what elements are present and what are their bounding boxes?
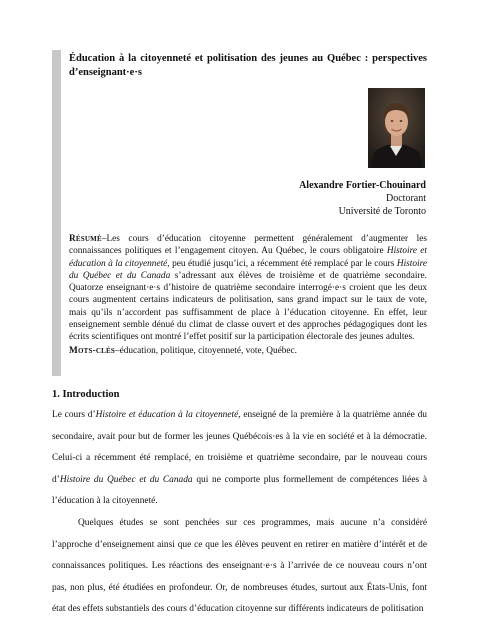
abstract-text-2: , peu étudié jusqu’ici, a récemment été remplacé par le cours [167,258,397,269]
section-body [52,405,427,621]
paragraph-2: Quelques études se sont penchées sur ces programmes, mais aucune n’a considéré l’approche d’enseignement ainsi que ce que les élèves peuvent en retirer en matière d’intérêt et de connaissances politiques. Les réactions des enseignant·e·s à l’arrivée de ce nouveau cours n’ont pas, non plus, été étudiées en profondeur. Or, de nombreuses études, surtout aux États-Unis, font état des effets substantiels des cours d’éducation citoyenne sur différents indicateurs de politisation [52,517,427,615]
abstract-separator: – [101,234,107,244]
paragraph-1 [52,405,427,513]
p1-course-new: Histoire du Québec et du Canada [59,474,193,485]
author-portrait-image [368,88,425,168]
abstract-course-new: Histoire du Québec et du Canada [69,258,427,281]
section-heading: 1. Introduction [52,389,120,400]
author-block [200,179,426,218]
author-role: Doctorant [386,193,426,204]
abstract-label: Résumé [69,234,102,244]
article-title: Éducation à la citoyenneté et politisation des jeunes au Québec : perspectives d’enseignant·e·s [69,53,427,78]
author-name: Alexandre Fortier-Chouinard [299,180,426,191]
abstract-text-1: Les cours d’éducation citoyenne permettent généralement d’augmenter les connaissances politiques et l’engagement citoyen. Au Québec, le cours obligatoire [69,234,427,257]
abstract [69,233,427,344]
p1-text-3: qui ne comporte plus formellement de compétences liées à l’éducation à la citoyenneté. [52,474,428,507]
author-affiliation: Université de Toronto [338,206,426,217]
keywords-text: éducation, politique, citoyenneté, vote, Québec. [119,346,297,356]
p1-text-2: , enseigné de la première à la quatrième année du secondaire, avait pour but de former les jeunes Québécois·es à la vie en société et à la démocratie. Celui-ci a récemment été remplacé, en troisième et quatrième secondaire, par le nouveau cours d’ [52,410,427,485]
header-accent-bar [52,50,61,376]
keywords-label: Mots-clés [69,346,115,356]
abstract-text-3: s’adressant aux élèves de troisième et de quatrième secondaire. Quatorze enseignant·e·s d’histoire de quatrième secondaire interrogé·e·s croient que les deux cours augmentent certains indicateurs de politisation, sans grand impact sur le taux de vote, mais qu’ils n’accordent pas suffisamment de place à l’éducation citoyenne. En effet, leur enseignement semble dénué du climat de classe ouvert et des approches pédagogiques dont les écrits scientifiques ont montré l’effet positif sur la participation électorale des jeunes adultes. [69,270,427,343]
abstract-course-old: Histoire et éducation à la citoyenneté [69,246,427,269]
p1-text-1: Le cours d’ [52,410,96,420]
keywords [69,345,427,357]
p1-course-old: Histoire et éducation à la citoyenneté [95,410,239,420]
author-photo [368,88,425,168]
keywords-separator: – [114,346,120,356]
